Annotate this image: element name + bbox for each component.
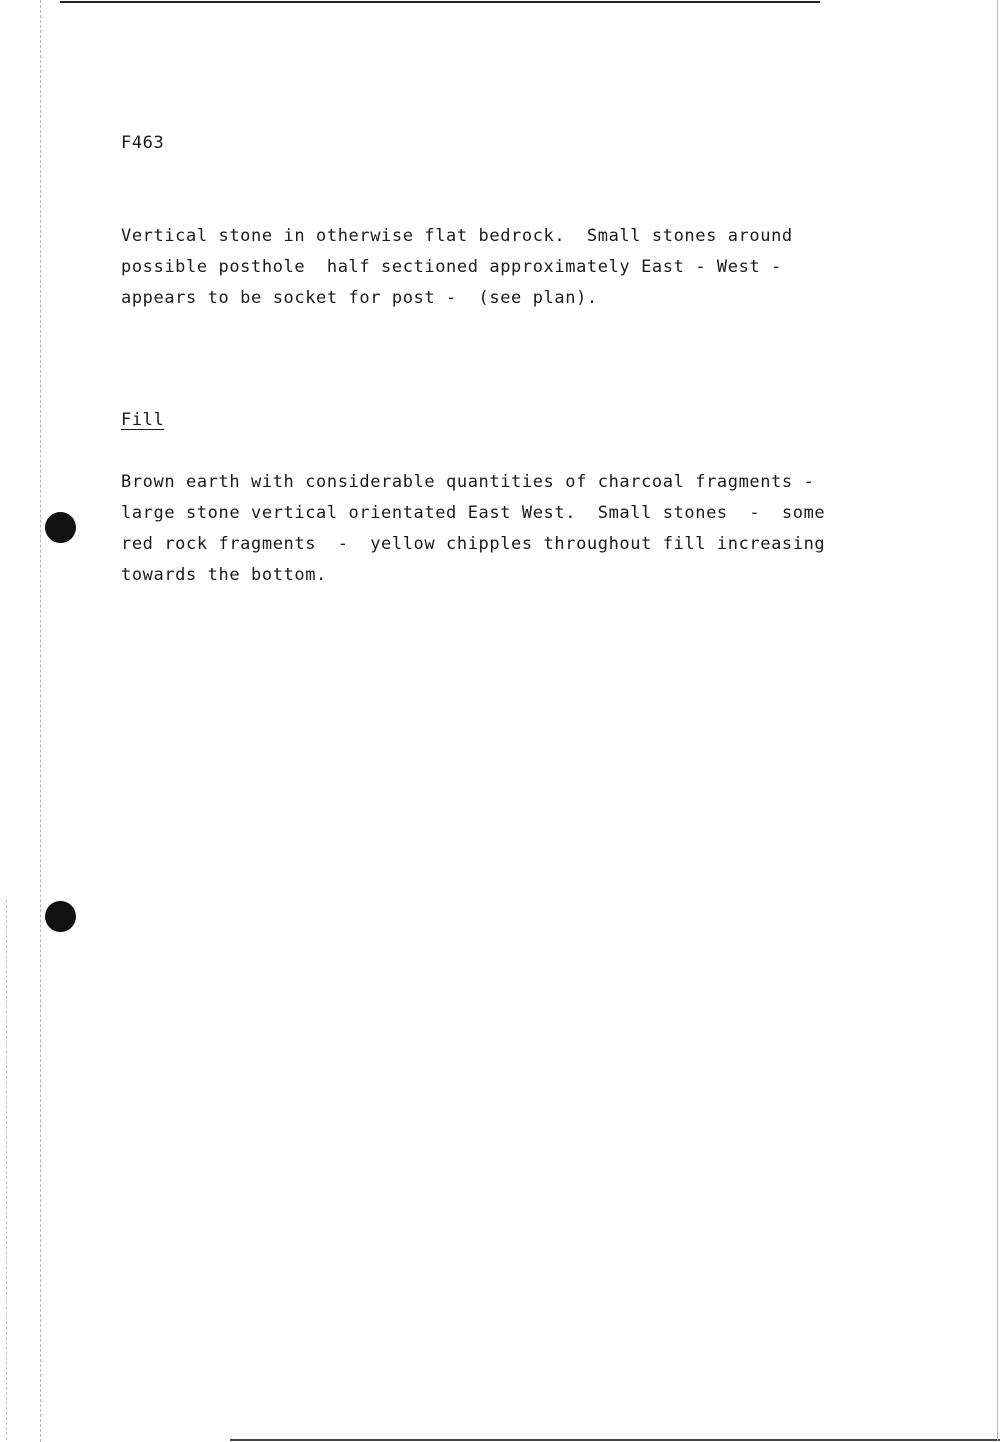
description-line: Vertical stone in otherwise flat bedrock. Small stones around: [121, 226, 793, 246]
punch-hole-upper: [45, 512, 76, 543]
page-right-edge: [997, 0, 998, 1442]
feature-id-heading: F463: [121, 133, 165, 153]
left-margin-line-lower: [6, 900, 7, 1440]
fill-line: Brown earth with considerable quantities of charcoal fragments -: [121, 472, 815, 492]
fill-paragraph: [121, 467, 825, 591]
fill-line: red rock fragments - yellow chipples throughout fill increasing: [121, 534, 826, 554]
page-top-edge: [60, 1, 820, 3]
description-paragraph: [121, 221, 793, 314]
left-margin-line: [40, 0, 41, 1442]
description-line: possible posthole half sectioned approximately East - West -: [121, 257, 782, 277]
fill-line: large stone vertical orientated East West. Small stones - some: [121, 503, 826, 523]
fill-heading: Fill: [121, 410, 165, 430]
description-line: appears to be socket for post - (see plan).: [121, 288, 598, 308]
fill-line: towards the bottom.: [121, 565, 327, 585]
punch-hole-lower: [45, 901, 76, 932]
page-bottom-edge: [230, 1439, 1000, 1441]
